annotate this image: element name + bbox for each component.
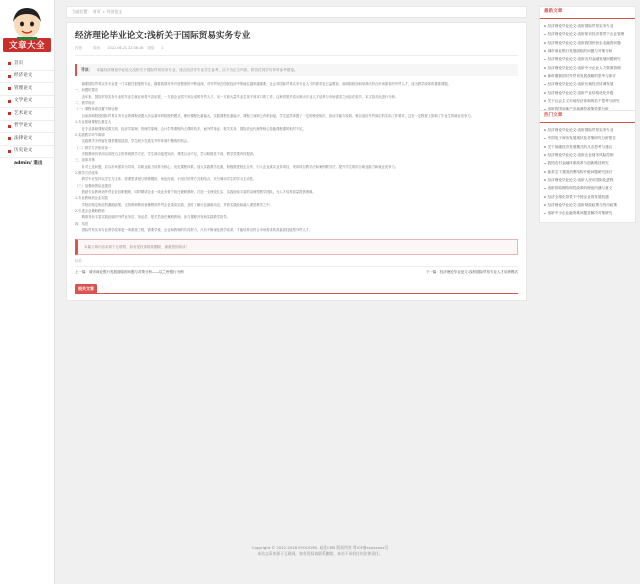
bullet-icon bbox=[8, 75, 11, 78]
related-tab[interactable]: 相关文章 bbox=[75, 284, 97, 293]
bullet-icon bbox=[544, 92, 546, 94]
nav-item-art[interactable] bbox=[0, 108, 54, 121]
nav-item-label: 经济论文 bbox=[14, 73, 33, 78]
article-paragraph: （二）教学方法相对单一 bbox=[75, 145, 112, 150]
article-body bbox=[75, 81, 518, 233]
link-text: 经济理论毕业论文:浅析中小企业人力资源管理 bbox=[547, 65, 621, 70]
article-paragraph: 实践教学多停留在课堂模拟层面，学生缺少在真实外贸环境中锻炼的机会。 bbox=[81, 139, 191, 144]
prev-article-link[interactable]: 上一篇：城市商业银行发展面临的问题与对策分析——以兰州银行为例 bbox=[75, 270, 184, 275]
next-article-link[interactable]: 下一篇：经济理论毕业论文:浅析国际贸易专业人才培养模式 bbox=[425, 270, 518, 275]
article-tags bbox=[75, 259, 518, 264]
bullet-icon bbox=[544, 196, 546, 198]
link-text: 关于社会主义市场经济体制的若干思考与研究 bbox=[547, 99, 620, 104]
article-paragraph: 多数教师仍采用以讲授为主的传统教学方法，学生被动接受知识，课堂互动不足，学习积极性不高，教学效果有待提高。 bbox=[81, 151, 257, 156]
article-title: 经济理论毕业论文:浅析关于国际贸易实务专业 bbox=[75, 31, 251, 41]
article-paragraph: 三、改革对策 bbox=[75, 158, 95, 163]
nav-item-label: 哲学论文 bbox=[14, 123, 33, 128]
article-paragraph: 1.专业基础课程比重过大 bbox=[75, 120, 112, 125]
hot-article-link[interactable] bbox=[544, 209, 631, 217]
link-text: 经济理论毕业论文:浅析财政政策与货币政策 bbox=[547, 203, 618, 208]
article-meta bbox=[75, 46, 518, 51]
bullet-icon bbox=[544, 42, 546, 44]
hot-list bbox=[540, 123, 635, 222]
link-text: 新时期我国对外贸易发展战略的思考与探讨 bbox=[547, 74, 616, 79]
summary-label: 导读： bbox=[81, 67, 93, 73]
date-label: 时间： bbox=[93, 46, 104, 50]
nav-item-label: 法律论文 bbox=[14, 135, 33, 141]
bullet-icon bbox=[544, 84, 546, 86]
article-summary bbox=[75, 64, 518, 76]
notice-text: 本篇文章内容来源于互联网，如有侵权请联系删除，谢谢您的阅读！ bbox=[84, 244, 189, 249]
nav-item-law[interactable] bbox=[0, 133, 54, 146]
main-content bbox=[66, 6, 527, 301]
article-card bbox=[66, 22, 527, 301]
article-paragraph: 近年来，国际贸易实务专业的毕业生就业形势不容乐观，一方面企业招不到合适的外贸人才，另一方面大量毕业生找不到对口的工作，这种供需矛盾反映出专业人才培养与市场需求之间存在脱节，本文拟对此进行分析。 bbox=[81, 94, 399, 99]
latest-article-link[interactable] bbox=[544, 22, 631, 30]
hot-article-link[interactable] bbox=[544, 159, 631, 167]
breadcrumb bbox=[66, 6, 527, 18]
hot-article-link[interactable] bbox=[544, 168, 631, 176]
admin-label: admin/ 退出 bbox=[14, 161, 43, 166]
latest-article-link[interactable] bbox=[544, 30, 631, 38]
nav-item-label: 艺术论文 bbox=[14, 110, 33, 116]
category-nav bbox=[0, 58, 54, 171]
hot-article-link[interactable] bbox=[544, 143, 631, 151]
footer-disclaimer: 本站文章来源于互联网，如有侵权请联系删除，本站不承担任何法律责任。 bbox=[257, 550, 383, 556]
latest-article-link[interactable] bbox=[544, 55, 631, 63]
latest-article-link[interactable] bbox=[544, 80, 631, 88]
views-value: 1 bbox=[161, 46, 164, 50]
site-footer bbox=[0, 545, 640, 556]
article-paragraph: 四、结语 bbox=[75, 221, 89, 226]
bullet-icon bbox=[544, 75, 546, 77]
breadcrumb-home-link[interactable]: 首页 bbox=[92, 9, 101, 15]
admin-logout-link[interactable] bbox=[0, 158, 54, 171]
left-nav bbox=[0, 0, 55, 584]
breadcrumb-section-link[interactable]: 经济论文 bbox=[106, 9, 123, 15]
hot-article-link[interactable] bbox=[544, 201, 631, 209]
article-paragraph: 教学中应坚持以学生为主体，将课堂讲授与情境模拟、角色扮演、小组讨论等方式相结合，充分调动学生的学习主动性。 bbox=[81, 177, 257, 182]
latest-article-link[interactable] bbox=[544, 72, 631, 80]
hot-article-link[interactable] bbox=[544, 184, 631, 192]
logo-text: 文章大全 bbox=[8, 41, 45, 51]
link-text: 经济理论毕业论文:浅析产业结构优化升级 bbox=[547, 90, 614, 95]
article-paragraph: 国际贸易实务专业教学改革是一项系统工程，需要学校、企业和教师的共同努力。只有不断深化教学改革，才能培养出符合市场需求的高素质技能型外贸人才。 bbox=[81, 228, 313, 233]
hot-article-link[interactable] bbox=[544, 126, 631, 134]
article-paragraph: 1.专业教师到企业实践 bbox=[75, 196, 108, 201]
bullet-icon bbox=[8, 87, 11, 90]
latest-article-link[interactable] bbox=[544, 64, 631, 72]
bullet-icon bbox=[544, 188, 546, 190]
link-text: 新常态下我国消费结构升级问题研究探讨 bbox=[547, 169, 613, 174]
article-paragraph: 聘请具有丰富实践经验的外贸业务员、单证员、报关员担任兼职教师，参与课程开发和实践教学指导。 bbox=[81, 215, 230, 220]
author-label: 作者： bbox=[75, 46, 86, 50]
article-paragraph: 目前高职院校国际贸易实务专业的课程设置大多沿袭本科院校的模式，理论课程比重偏大，实践课程比重偏小，课程之间缺乏有机衔接，学生虽然掌握了一定的理论知识，但动手能力较弱，难以适应外贸岗位的实际工作要求，这在一定程度上影响了毕业生的就业竞争力。 bbox=[81, 113, 474, 118]
bullet-icon bbox=[8, 100, 11, 103]
hot-article-link[interactable] bbox=[544, 151, 631, 159]
nav-item-label: 首页 bbox=[14, 60, 24, 66]
copyright-notice bbox=[75, 239, 518, 255]
article-paragraph: 鼓励专业教师到外贸企业挂职锻炼，同时聘请企业一线业务骨干担任兼职教师，打造一支理论扎实、实践经验丰富的双师型教学团队，为人才培养质量提供保障。 bbox=[81, 189, 316, 194]
article-paragraph: 在专业基础课程设置方面，经济学原理、管理学原理、会计学等课程所占课时较多，而外贸单证、报关实务、国际货运代理等核心技能课程课时相对不足。 bbox=[81, 126, 306, 131]
article-paragraph: 针对上述问题，应以市场需求为导向，以职业能力培养为核心，优化课程体系，加大实践教学比重，积极推进校企合作，引入企业真实业务项目，采用项目教学法和案例教学法，提升学生的综合职业能力和就业竞争力。 bbox=[81, 164, 399, 169]
bullet-icon bbox=[544, 204, 546, 206]
bullet-icon bbox=[544, 67, 546, 69]
nav-item-philosophy[interactable] bbox=[0, 121, 54, 134]
bullet-icon bbox=[544, 213, 546, 215]
link-text: 经济理论毕业论文:浅析区域经济协调发展 bbox=[547, 82, 614, 87]
bullet-icon bbox=[544, 154, 546, 156]
views-label: 浏览： bbox=[147, 46, 158, 50]
bullet-icon bbox=[544, 138, 546, 140]
link-text: 经济理论毕业论文:浅析国际贸易实务专业 bbox=[547, 24, 614, 28]
bullet-icon bbox=[544, 129, 546, 131]
nav-item-literature[interactable] bbox=[0, 96, 54, 109]
breadcrumb-prefix: 当前位置： bbox=[72, 9, 91, 15]
link-text: 我国农村金融体系改革与创新路径研究 bbox=[547, 161, 609, 166]
bullet-icon bbox=[8, 137, 11, 140]
bullet-icon bbox=[544, 100, 546, 102]
nav-item-history[interactable] bbox=[0, 146, 54, 159]
link-text: 经济理论毕业论文:浅析农村金融发展问题研究 bbox=[547, 57, 621, 62]
latest-articles-panel bbox=[539, 6, 636, 119]
article-paragraph: 二、教学现状 bbox=[75, 101, 95, 106]
latest-article-link[interactable] bbox=[544, 97, 631, 105]
hot-article-link[interactable] bbox=[544, 193, 631, 201]
tags-label: 标签： bbox=[75, 259, 85, 264]
link-text: 经济理论毕业论文:浅析我国民营企业融资问题 bbox=[547, 40, 621, 45]
article-paragraph: 2.实践教学环节薄弱 bbox=[75, 132, 105, 137]
link-text: 经济理论毕业论文:浅析国际贸易实务专业 bbox=[547, 128, 614, 132]
summary-text: 本篇经济理论毕业论文浅析关于国际贸易实务专业，适合经济学专业学生参考，以下为正文内容，供各位同学写作时参考借鉴。 bbox=[96, 68, 298, 73]
link-text: 经济全球化背景下中国企业的发展机遇 bbox=[547, 194, 609, 199]
divider bbox=[75, 55, 518, 56]
bullet-icon bbox=[8, 150, 11, 153]
latest-article-link[interactable] bbox=[544, 47, 631, 55]
nav-item-label: 历史论文 bbox=[14, 148, 33, 153]
nav-item-management[interactable] bbox=[0, 83, 54, 96]
article-paragraph: 学校应制定相应的激励政策，支持教师利用寒暑假到外贸企业顶岗实践，及时了解行业最新动态，并将实践经验融入课堂教学之中。 bbox=[81, 202, 273, 207]
latest-article-link[interactable] bbox=[544, 89, 631, 97]
hot-title: 热门文章 bbox=[540, 111, 635, 123]
hot-article-link[interactable] bbox=[544, 134, 631, 142]
nav-item-label: 管理论文 bbox=[14, 85, 33, 91]
latest-list bbox=[540, 19, 635, 118]
latest-article-link[interactable] bbox=[544, 39, 631, 47]
article-paragraph: 2.教学方法改革 bbox=[75, 170, 98, 175]
article-paragraph: （一）课程体系设置不够合理 bbox=[75, 107, 118, 112]
related-header bbox=[75, 284, 518, 294]
link-text: 关于低碳经济发展模式的几点思考与建议 bbox=[547, 144, 613, 149]
bullet-icon bbox=[544, 34, 546, 36]
latest-title: 最新文章 bbox=[540, 7, 635, 19]
nav-item-label: 文学论文 bbox=[14, 98, 33, 103]
bullet-icon bbox=[544, 50, 546, 52]
article-paragraph: 摘要国际贸易实务专业是一门实践性很强的专业，随着我国对外开放程度的不断加深，对外贸易在国民经济中的地位越来越重要，社会对国际贸易实务专业人才的需求也日益增加，高职院校如何培养出符合市场需求的外贸人才，成为教学改革的重要课题。 bbox=[81, 82, 451, 87]
breadcrumb-separator: » bbox=[102, 9, 105, 15]
link-text: 经济理论毕业论文:浅析企业财务风险控制 bbox=[547, 153, 614, 158]
bullet-icon bbox=[544, 59, 546, 61]
link-text: 中国电子商务发展现状及对策研究分析报告 bbox=[547, 136, 616, 141]
article-paragraph: （三）加强师资队伍建设 bbox=[75, 183, 112, 188]
article-paragraph: 一、问题的提出 bbox=[75, 88, 99, 93]
link-text: 浅析供给侧结构性改革的理论内涵与意义 bbox=[547, 186, 613, 191]
article-paragraph: 2.引进企业兼职教师 bbox=[75, 208, 105, 213]
footer-copyright: Copyright © 2012-2018 EYOUCMS. 易优CMS 版权所有 粤ICP备xxxxxxxx号 bbox=[251, 545, 389, 550]
bullet-icon bbox=[8, 125, 11, 128]
link-text: 经济理论毕业论文:浅析知识经济背景下企业管理 bbox=[547, 32, 625, 37]
hot-articles-panel bbox=[539, 110, 636, 223]
bullet-icon bbox=[544, 163, 546, 165]
bullet-icon bbox=[544, 179, 546, 181]
date-value: 2022-06-21 22:36:18 bbox=[107, 46, 144, 50]
link-text: 经济理论毕业论文:浅析人民币国际化进程 bbox=[547, 178, 614, 183]
bullet-icon bbox=[544, 25, 546, 27]
bullet-icon bbox=[8, 112, 11, 115]
link-text: 浅析中小企业融资难问题及解决对策研究 bbox=[547, 211, 613, 216]
hot-article-link[interactable] bbox=[544, 176, 631, 184]
bullet-icon bbox=[544, 171, 546, 173]
home-icon bbox=[8, 62, 11, 65]
link-text: 城市商业银行发展面临的问题与对策分析 bbox=[547, 49, 613, 54]
nav-item-economics[interactable] bbox=[0, 71, 54, 84]
prev-next-nav bbox=[75, 266, 518, 278]
site-logo[interactable] bbox=[3, 2, 51, 54]
bullet-icon bbox=[544, 146, 546, 148]
nav-item-home[interactable] bbox=[0, 58, 54, 71]
